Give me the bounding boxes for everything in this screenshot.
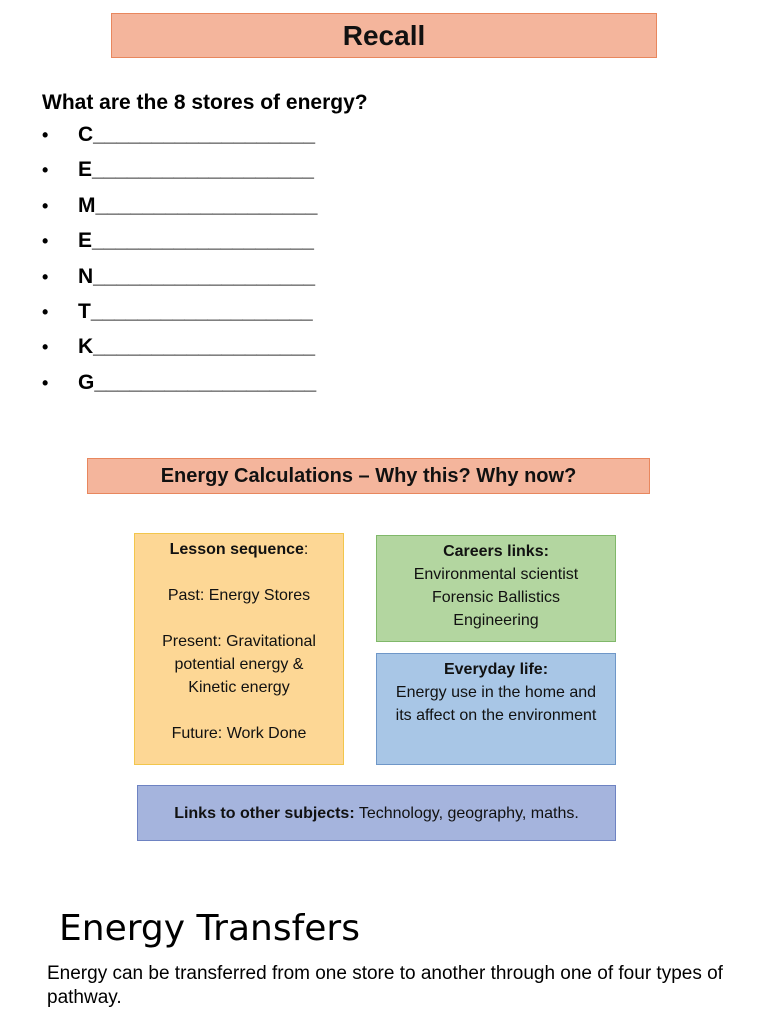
links-heading: Links to other subjects: xyxy=(174,804,355,822)
store-blank: G___________________ xyxy=(78,370,317,394)
bullet-icon: • xyxy=(42,337,49,358)
everyday-heading: Everyday life: xyxy=(443,661,549,678)
lesson-present-line-3: Kinetic energy xyxy=(188,679,290,696)
career-item: Forensic Ballistics xyxy=(431,589,561,606)
lesson-sequence-box xyxy=(134,533,344,765)
store-blank: K___________________ xyxy=(78,335,316,359)
list-item xyxy=(42,229,317,264)
stores-list xyxy=(42,123,317,406)
lesson-heading-line xyxy=(135,538,343,561)
recall-title: Recall xyxy=(342,19,426,51)
recall-banner xyxy=(111,13,657,58)
stores-question: What are the 8 stores of energy? xyxy=(42,91,368,114)
bullet-icon: • xyxy=(42,231,49,252)
list-item xyxy=(42,265,317,300)
store-blank: E___________________ xyxy=(78,158,314,182)
lesson-future: Future: Work Done xyxy=(171,725,307,742)
store-blank: N___________________ xyxy=(78,264,316,288)
bullet-icon: • xyxy=(42,125,49,145)
links-text: Technology, geography, maths. xyxy=(354,804,579,822)
career-item: Environmental scientist xyxy=(413,566,579,583)
bullet-icon: • xyxy=(42,195,49,216)
lesson-past: Past: Energy Stores xyxy=(167,587,311,604)
bullet-icon: • xyxy=(42,266,49,287)
why-banner xyxy=(87,458,650,494)
store-blank: T___________________ xyxy=(78,299,313,323)
list-item xyxy=(42,300,317,335)
store-blank: C___________________ xyxy=(78,123,316,146)
list-item xyxy=(42,158,317,193)
list-item xyxy=(42,123,317,158)
list-item xyxy=(42,194,317,229)
store-blank: E___________________ xyxy=(78,229,314,253)
everyday-life-box xyxy=(376,653,616,765)
lesson-heading: Lesson sequence xyxy=(169,541,304,558)
lesson-present-line-2: potential energy & xyxy=(174,656,304,673)
subject-links-box xyxy=(137,785,616,841)
careers-box xyxy=(376,535,616,642)
transfers-title: Energy Transfers xyxy=(59,908,360,949)
bullet-icon: • xyxy=(42,160,49,181)
why-title: Energy Calculations – Why this? Why now? xyxy=(160,464,577,487)
list-item xyxy=(42,371,317,406)
career-item: Engineering xyxy=(453,612,539,629)
bullet-icon: • xyxy=(42,301,49,322)
bullet-icon: • xyxy=(42,372,49,393)
list-item xyxy=(42,335,317,370)
everyday-line-1: Energy use in the home and xyxy=(395,684,597,701)
subject-links-line xyxy=(174,802,579,825)
lesson-present-line-1: Present: Gravitational xyxy=(162,633,316,650)
careers-heading: Careers links: xyxy=(443,543,549,560)
lesson-heading-colon: : xyxy=(303,541,309,558)
everyday-line-2: its affect on the environment xyxy=(395,707,597,724)
store-blank: M___________________ xyxy=(78,193,318,217)
transfers-text: Energy can be transferred from one store to another through one of four types of pathway. xyxy=(47,963,723,1008)
